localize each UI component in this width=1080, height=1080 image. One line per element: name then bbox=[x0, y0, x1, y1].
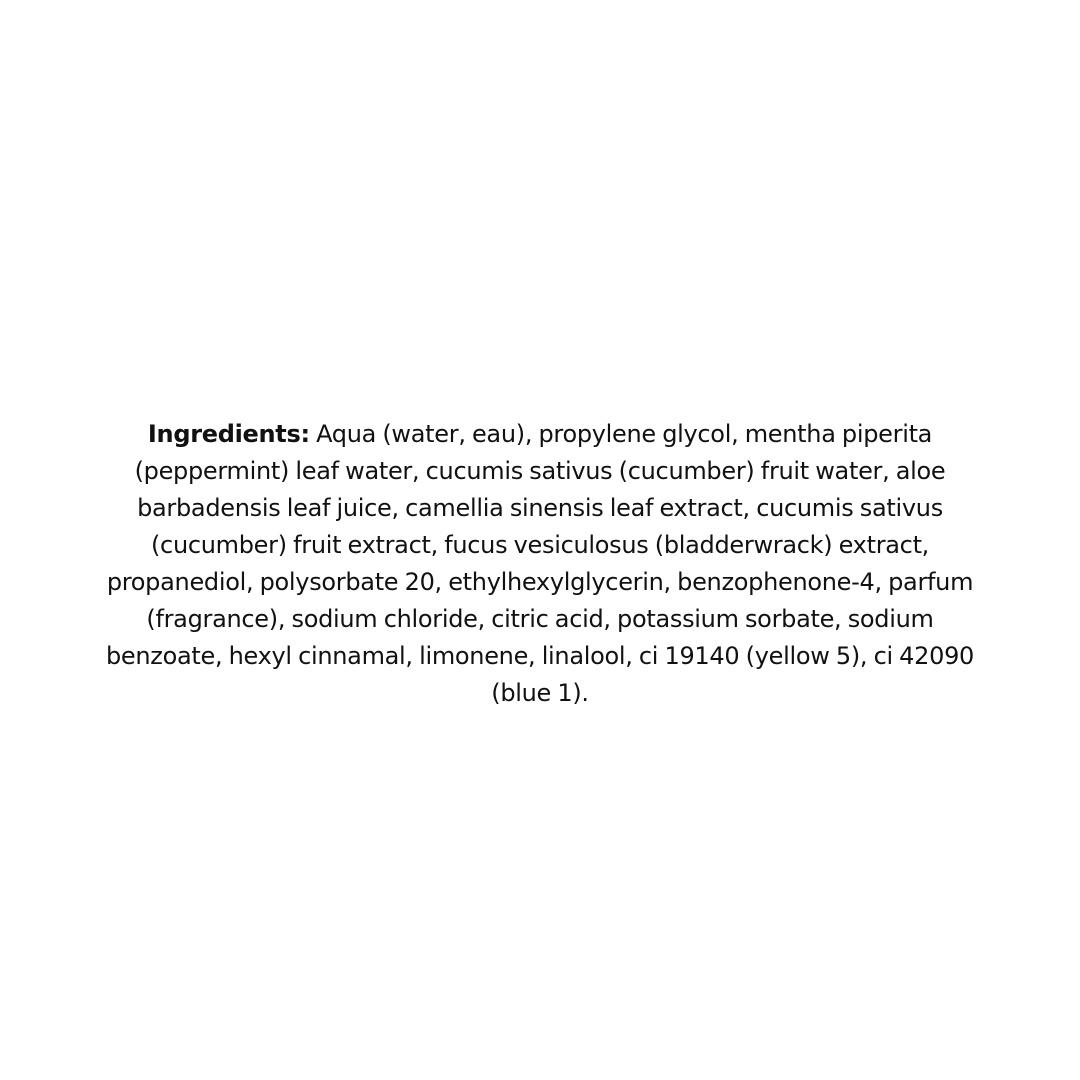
ingredients-label: Ingredients: bbox=[147, 420, 310, 448]
ingredients-list: Aqua (water, eau), propylene glycol, mentha piperita (peppermint) leaf water, cucumis sativus (cucumber) fruit water, aloe barbadensis leaf juice, camellia sinensis leaf extract, cucumis sativus (cucumber) fruit extract, fucus vesiculosus (bladderwrack) extract, propanediol, polysorbate 20, ethylhexylglycerin, benzophenone-4, parfum (fragrance), sodium chloride, citric acid, potassium sorbate, sodium benzoate, hexyl cinnamal, limonene, linalool, ci 19140 (yellow 5), ci 42090 (blue 1). bbox=[105, 420, 975, 707]
ingredients-paragraph bbox=[100, 416, 980, 712]
